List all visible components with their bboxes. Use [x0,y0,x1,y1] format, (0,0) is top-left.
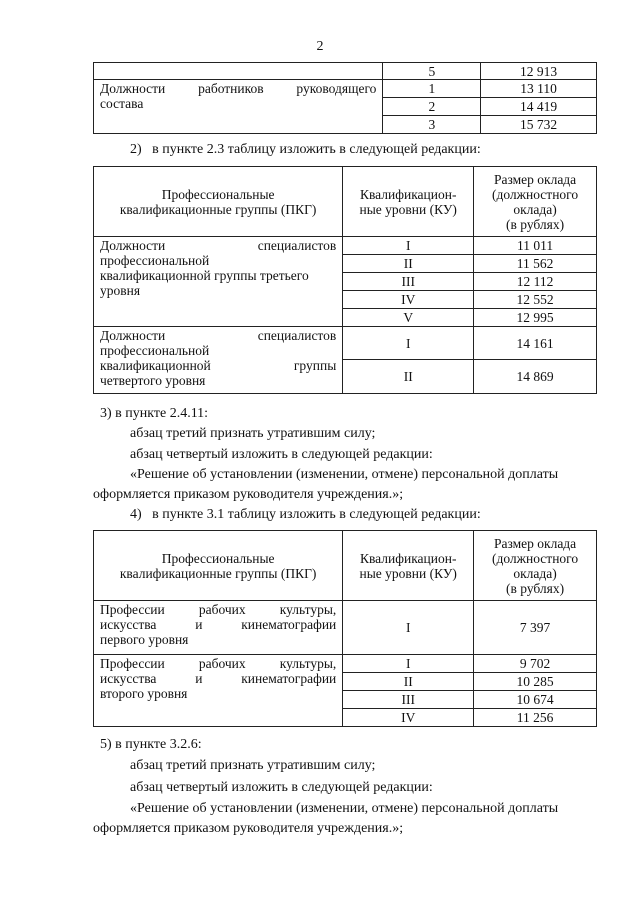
salary-cell: 11 562 [474,255,597,273]
level-cell: I [343,655,474,673]
header-group: Профессиональные квалификационные группы (ПКГ) [94,531,343,601]
salary-cell: 11 256 [474,709,597,727]
salary-cell: 12 995 [474,309,597,327]
salary-cell: 11 011 [474,237,597,255]
group-name-line: уровня [100,283,141,298]
level-cell: V [343,309,474,327]
group-name-line: Должности специалистов [100,238,337,253]
paragraph-item-5-a: абзац третий признать утратившим силу; [130,758,376,773]
paragraph-item-5-title: 5) в пункте 3.2.6: [100,737,202,752]
page-number: 2 [316,39,324,54]
header-salary-line: оклада) [513,201,557,217]
salary-cell: 10 285 [474,673,597,691]
paragraph-item-3-quote-2: оформляется приказом руководителя учреждения.»; [93,487,404,502]
header-salary-line: (должностного [492,186,579,202]
group-name-line: профессиональной [100,343,210,358]
group-name-cell [94,80,383,134]
paragraph-item-3-title: 3) в пункте 2.4.11: [100,406,209,421]
table-header-row [94,531,597,601]
level-cell: IV [343,709,474,727]
paragraph-item-5-quote-1: «Решение об установлении (изменении, отмене) персональной доплаты [130,801,559,816]
level-cell: 3 [383,116,481,134]
table-header-row [94,167,597,237]
table-row [94,237,597,255]
salary-cell: 9 702 [474,655,597,673]
group-name-line: Должности специалистов [100,328,337,343]
paragraph-item-3-a: абзац третий признать утратившим силу; [130,426,376,441]
paragraph-item-3-b: абзац четвертый изложить в следующей редакции: [130,447,433,462]
header-group: Профессиональные квалификационные группы (ПКГ) [94,167,343,237]
group-name-line: состава [100,96,144,111]
group-name-line: искусства и кинематографии [100,617,337,632]
salary-cell: 12 552 [474,291,597,309]
empty-group-cell [94,63,383,80]
group-name-line: квалификационной группы [100,358,337,373]
header-salary-line: (в рублях) [506,580,565,596]
level-cell: I [343,327,474,360]
group-name-line: искусства и кинематографии [100,671,337,686]
group-name-line: Профессии рабочих культуры, [100,602,337,617]
level-cell: IV [343,291,474,309]
level-cell: II [343,255,474,273]
header-salary-line: (в рублях) [506,216,565,232]
group-name-line: первого уровня [100,632,189,647]
paragraph-item-5-b: абзац четвертый изложить в следующей редакции: [130,780,433,795]
table-row [94,655,597,673]
table-specialists [93,166,597,394]
level-cell: I [343,237,474,255]
level-cell: II [343,673,474,691]
level-cell: III [343,273,474,291]
salary-cell: 12 112 [474,273,597,291]
level-cell: 1 [383,80,481,98]
salary-cell: 15 732 [481,116,597,134]
paragraph-item-5-quote-2: оформляется приказом руководителя учреждения.»; [93,821,404,836]
header-level: Квалификацион-ные уровни (КУ) [343,167,474,237]
header-salary-line: оклада) [513,565,557,581]
salary-cell: 10 674 [474,691,597,709]
level-cell: 2 [383,98,481,116]
header-salary-line: (должностного [492,550,579,566]
group-name-cell [94,601,343,655]
level-cell: I [343,601,474,655]
paragraph-item-2: 2) в пункте 2.3 таблицу изложить в следующей редакции: [130,142,481,157]
level-cell: III [343,691,474,709]
group-name-line: Должности работников руководящего [100,81,377,96]
header-salary-line: Размер оклада [493,535,577,551]
salary-cell: 14 419 [481,98,597,116]
group-name-line: второго уровня [100,686,188,701]
level-cell: II [343,360,474,394]
header-salary-line: Размер оклада [493,171,577,187]
salary-cell: 12 913 [481,63,597,80]
group-name-cell [94,655,343,727]
header-salary [474,531,597,601]
group-name-cell [94,327,343,394]
paragraph-item-3-quote-1: «Решение об установлении (изменении, отмене) персональной доплаты [130,467,559,482]
group-name-line: Профессии рабочих культуры, [100,656,337,671]
salary-cell: 14 161 [474,327,597,360]
group-name-line: четвертого уровня [100,373,206,388]
level-cell: 5 [383,63,481,80]
table-workers [93,530,597,727]
table-row [94,327,597,360]
paragraph-item-4: 4) в пункте 3.1 таблицу изложить в следующей редакции: [130,507,481,522]
salary-cell: 7 397 [474,601,597,655]
table-row [94,601,597,655]
table-leadership-positions [93,62,597,134]
group-name-line: квалификационной группы третьего [100,268,309,283]
group-name-cell [94,237,343,327]
group-name-line: профессиональной [100,253,210,268]
table-row [94,80,597,98]
salary-cell: 14 869 [474,360,597,394]
header-salary [474,167,597,237]
salary-cell: 13 110 [481,80,597,98]
table-row [94,63,597,80]
header-level: Квалификацион-ные уровни (КУ) [343,531,474,601]
